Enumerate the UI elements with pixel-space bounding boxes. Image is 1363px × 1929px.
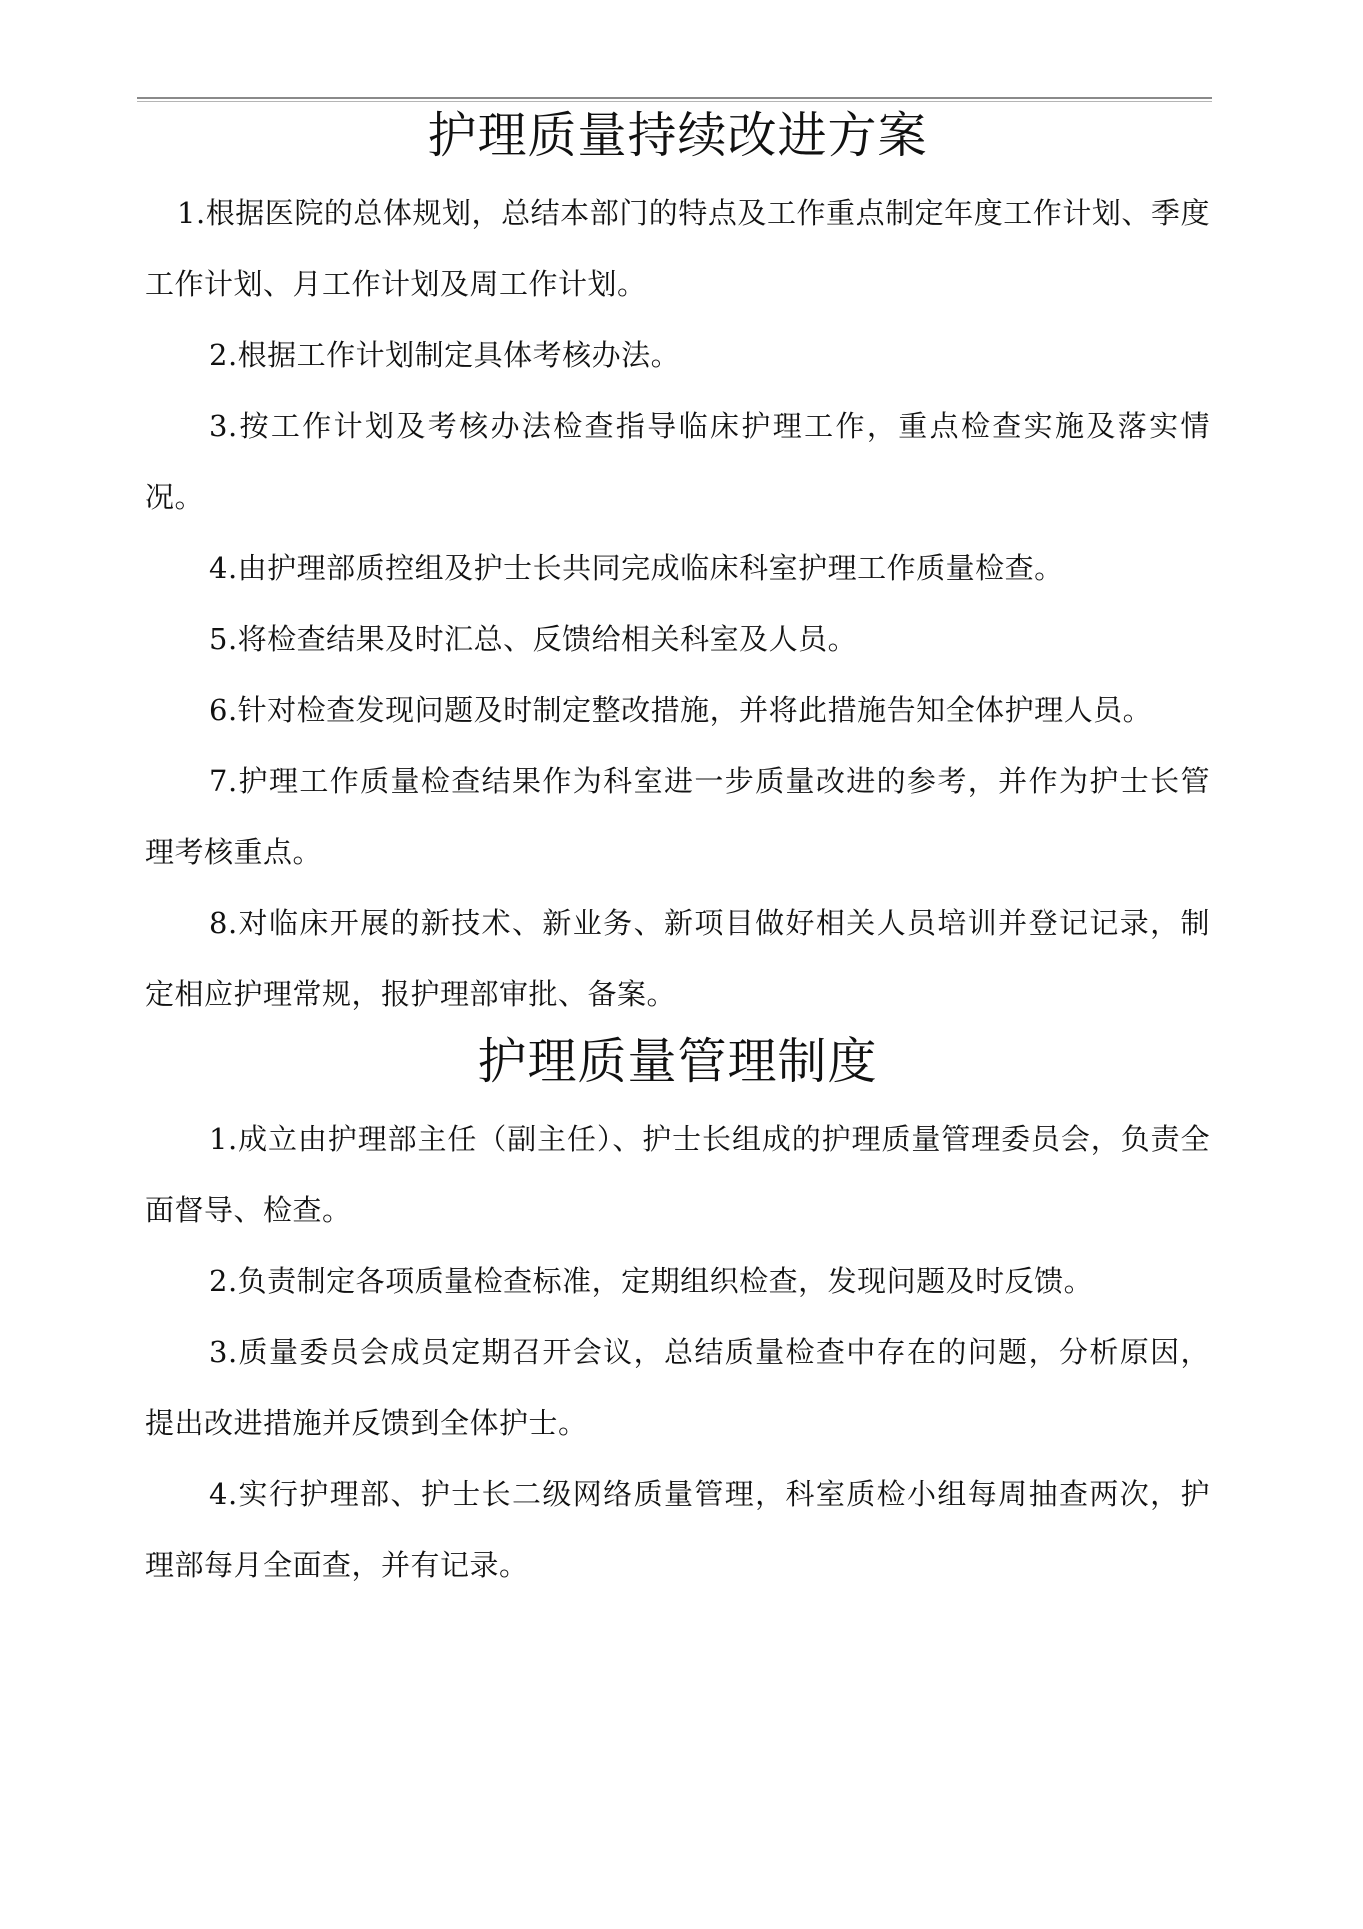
section-1-item-7: 7.护理工作质量检查结果作为科室进一步质量改进的参考，并作为护士长管理考核重点。 bbox=[145, 764, 1210, 869]
section-1-item-4: 4.由护理部质控组及护士长共同完成临床科室护理工作质量检查。 bbox=[209, 551, 1064, 585]
document-body bbox=[145, 100, 1210, 1601]
section-1-title: 护理质量持续改进方案 bbox=[427, 107, 928, 164]
section-1-item-5: 5.将检查结果及时汇总、反馈给相关科室及人员。 bbox=[209, 622, 858, 656]
section-2-item-4: 4.实行护理部、护士长二级网络质量管理，科室质检小组每周抽查两次，护理部每月全面查，并有记录。 bbox=[145, 1477, 1210, 1582]
section-1-item-1: 1.根据医院的总体规划，总结本部门的特点及工作重点制定年度工作计划、季度工作计划、月工作计划及周工作计划。 bbox=[145, 196, 1210, 301]
section-2-title: 护理质量管理制度 bbox=[477, 1033, 878, 1090]
section-2-item-2: 2.负责制定各项质量检查标准，定期组织检查，发现问题及时反馈。 bbox=[209, 1264, 1094, 1298]
section-1-item-2: 2.根据工作计划制定具体考核办法。 bbox=[209, 338, 681, 372]
section-1-item-3: 3.按工作计划及考核办法检查指导临床护理工作，重点检查实施及落实情况。 bbox=[145, 409, 1210, 514]
header-rule bbox=[137, 97, 1212, 99]
section-2-item-3: 3.质量委员会成员定期召开会议，总结质量检查中存在的问题，分析原因，提出改进措施并反馈到全体护士。 bbox=[145, 1335, 1210, 1440]
section-1-item-6: 6.针对检查发现问题及时制定整改措施，并将此措施告知全体护理人员。 bbox=[209, 693, 1153, 727]
section-1-item-8: 8.对临床开展的新技术、新业务、新项目做好相关人员培训并登记记录，制定相应护理常规，报护理部审批、备案。 bbox=[145, 906, 1210, 1011]
section-2-item-1: 1.成立由护理部主任（副主任）、护士长组成的护理质量管理委员会，负责全面督导、检查。 bbox=[145, 1122, 1210, 1227]
